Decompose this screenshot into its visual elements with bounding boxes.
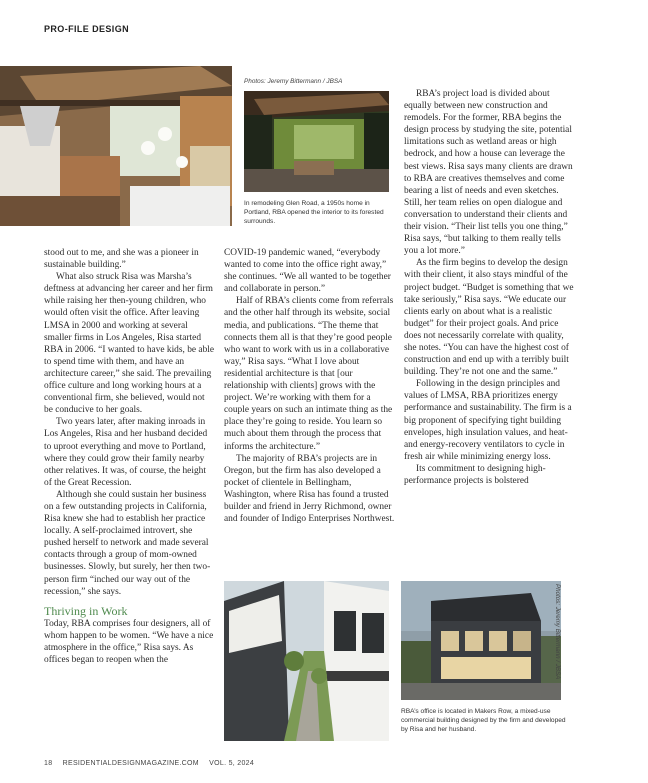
kitchen-photo: [0, 66, 232, 226]
paragraph: Although she could sustain her business on a few outstanding projects in California, Risa knew she had to establish her practice locally. A self-proclaimed introvert, she pushed herself to network and made several contacts through a group of mom-owned businesses. Slowly, but surely, her then two-person firm “inched our way out of the recession,” she says.: [44, 489, 211, 597]
photo-credit: Photos: Jeremy Bittermann / JBSA: [244, 78, 343, 85]
office-photo: [401, 581, 561, 700]
paragraph: Today, RBA comprises four designers, all of whom happen to be women. “We have a nice atmosphere in the office,” Risa says. As offices began to reopen when the: [44, 618, 214, 666]
article-column-3: [404, 88, 576, 487]
paragraph: As the firm begins to develop the design with their client, it also stays mindful of the project budget. “Budget is something that we take seriously,” Risa says. “We educate our clients early on about what is a realistic budget” for their project goals. And price does not necessarily correlate with quality, she notes. “You can have the highest cost of construction and end up with a terribly built building. They’re not one and the same.”: [404, 258, 574, 378]
paragraph: Two years later, after making inroads in Los Angeles, Risa and her husband decided to uproot everything and move to Portland, where they could grow their family nearby other relatives. It was, of course, the height of the Great Recession.: [44, 417, 208, 488]
glen-road-photo: [244, 91, 389, 192]
paragraph: The majority of RBA’s projects are in Oregon, but the firm has also developed a pocket of clientele in Bellingham, Washington, where Risa has found a trusted builder and friend in Jerry Richmond, owner and founder of Indigo Enterprises Northwest.: [224, 453, 395, 525]
paragraph: Its commitment to designing high-performance projects is bolstered: [404, 463, 546, 486]
page-footer: [44, 760, 262, 767]
issue-label: VOL. 5, 2024: [209, 760, 255, 767]
section-label: PRO-FILE DESIGN: [44, 24, 130, 34]
glen-road-caption: In remodeling Glen Road, a 1950s home in Portland, RBA opened the interior to its forested surrounds.: [244, 200, 384, 225]
office-caption: RBA’s office is located in Makers Row, a mixed-use commercial building designed by the firm and developed by Risa and her husband.: [401, 708, 566, 733]
subheading: Thriving in Work: [44, 603, 128, 618]
courtyard-photo: [224, 581, 389, 741]
article-column-2: [224, 247, 396, 525]
paragraph: stood out to me, and she was a pioneer in sustainable building.”: [44, 248, 199, 271]
side-photo-credit: Photos: Jeremy Bittermann / JBSA: [554, 584, 561, 680]
paragraph: Following in the design principles and values of LMSA, RBA prioritizes energy performance and sustainability. The firm is a big proponent of specifying tight building envelopes, high insulation values, and heat- and energy-recovery ventilators to cycle in fresh air while minimizing energy loss.: [404, 379, 572, 462]
magazine-site: RESIDENTIALDESIGNMAGAZINE.COM: [62, 760, 199, 767]
page-number: 18: [44, 760, 53, 767]
paragraph: Half of RBA’s clients come from referrals and the other half through its website, social media, and publications. “The theme that connects them all is that they’re good people who want to work with us in a collaborative way,” Risa says. “What I love about residential architecture is that [our relationship with clients] grows with the project. We’re working with them for a couple years on such an intimate thing as the place they’re going to reside. You learn so much about them through the process that informs the architecture.”: [224, 296, 394, 452]
article-column-1: [44, 247, 215, 666]
paragraph: RBA’s project load is divided about equally between new construction and remodels. For the former, RBA begins the design process by studying the site, potential limitations such as wetland areas or high bedrock, and how a house can leverage the best views. Risa says many clients are drawn to RBA are creatives themselves and come bearing a list of needs and even sketches. Still, her team relies on open dialogue and conversation to understand their clients and their vision. “Their list tells you one thing,” Risa says, “but talking to them really tells you a lot more.”: [404, 89, 573, 257]
paragraph: What also struck Risa was Marsha’s deftness at advancing her career and her firm while raising her then-young children, who would often visit the office. After leaving LMSA in 2000 and working at several smaller firms in Los Angeles, Risa started RBA in 2006. “I wanted to have kids, be able to spend time with them, and have an architecture career,” she said. The prevailing office culture and long working hours at a conventional firm, she believed, would not be conducive to her goals.: [44, 272, 215, 416]
paragraph: COVID-19 pandemic waned, “everybody wanted to come into the office right away,” she continues. “We all wanted to be together and collaborate in person.”: [224, 248, 391, 295]
